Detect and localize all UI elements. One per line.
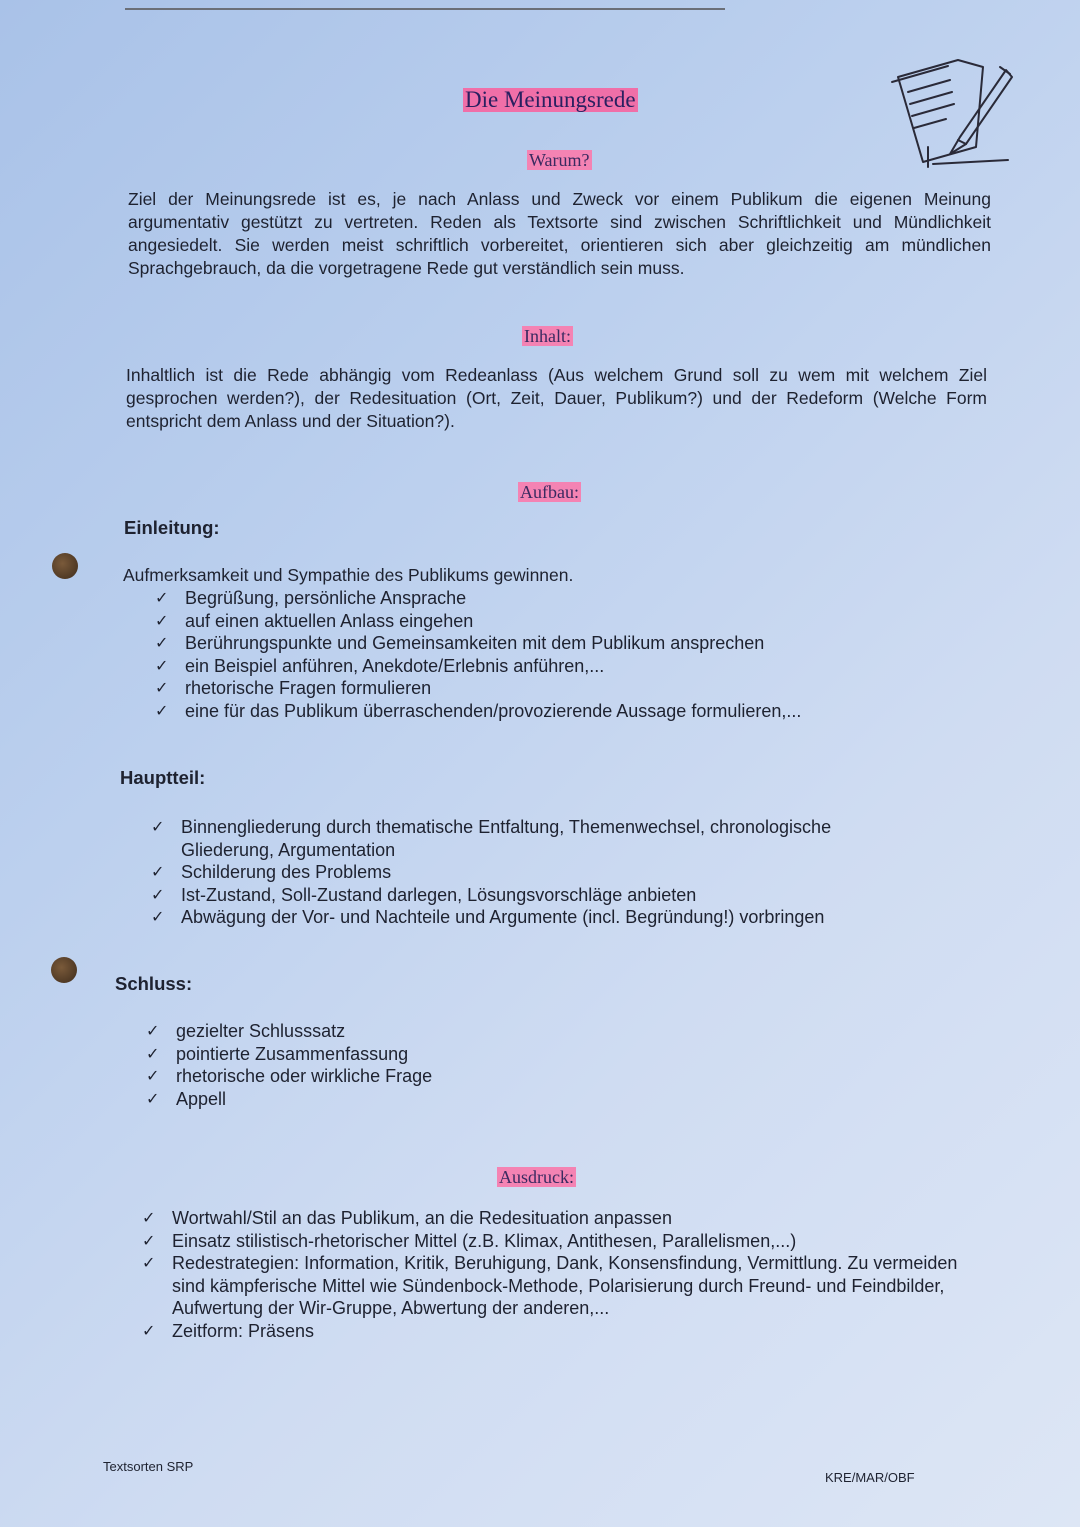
section-heading-aufbau: Aufbau:: [520, 482, 579, 502]
schluss-list: [146, 1020, 646, 1110]
list-item: ✓ ein Beispiel anführen, Anekdote/Erlebnis anführen,...: [155, 655, 915, 678]
list-item: ✓ Ist-Zustand, Soll-Zustand darlegen, Lösungsvorschläge anbieten: [151, 884, 891, 907]
section-heading-inhalt: Inhalt:: [524, 326, 571, 346]
list-item: ✓ Binnengliederung durch thematische Entfaltung, Themenwechsel, chronologische Gliederung, Argumentation: [151, 816, 891, 861]
einleitung-intro: Aufmerksamkeit und Sympathie des Publikums gewinnen.: [123, 565, 574, 585]
list-item: ✓ Schilderung des Problems: [151, 861, 891, 884]
list-item: ✓ Appell: [146, 1088, 646, 1111]
ausdruck-list: [142, 1207, 982, 1342]
list-item: ✓ Abwägung der Vor- und Nachteile und Argumente (incl. Begründung!) vorbringen: [151, 906, 891, 929]
list-item: ✓ rhetorische oder wirkliche Frage: [146, 1065, 646, 1088]
hauptteil-list: [151, 816, 891, 929]
top-border-line: [125, 8, 725, 10]
inhalt-paragraph: Inhaltlich ist die Rede abhängig vom Redeanlass (Aus welchem Grund soll zu wem mit welchem Ziel gesprochen werden?), der Redesituation (Ort, Zeit, Dauer, Publikum?) und der Redeform (Welche Form entspricht dem Anlass und der Situation?).: [126, 365, 987, 431]
list-item: ✓ gezielter Schlusssatz: [146, 1020, 646, 1043]
punch-hole: [51, 957, 77, 983]
punch-hole: [52, 553, 78, 579]
einleitung-list: [155, 587, 915, 722]
footer-left: Textsorten SRP: [103, 1459, 194, 1474]
footer-right: KRE/MAR/OBF: [825, 1470, 915, 1485]
list-item: ✓ Wortwahl/Stil an das Publikum, an die Redesituation anpassen: [142, 1207, 982, 1230]
list-item: ✓ Einsatz stilistisch-rhetorischer Mittel (z.B. Klimax, Antithesen, Parallelismen,...): [142, 1230, 982, 1253]
hauptteil-label: Hauptteil:: [120, 767, 206, 788]
einleitung-label: Einleitung:: [124, 517, 220, 538]
page-title: Die Meinungsrede: [465, 87, 636, 112]
list-item: ✓ Berührungspunkte und Gemeinsamkeiten mit dem Publikum ansprechen: [155, 632, 915, 655]
warum-paragraph: Ziel der Meinungsrede ist es, je nach Anlass und Zweck vor einem Publikum die eigenen Meinung argumentativ gestützt zu vertreten. Reden als Textsorte sind zwischen Schriftlichkeit und Mündlichkeit angesiedelt. Sie werden meist schriftlich vorbereitet, orientieren sich aber gleichzeitig am mündlichen Sprachgebrauch, da die vorgetragene Rede gut verständlich sein muss.: [128, 189, 991, 278]
list-item: ✓ Begrüßung, persönliche Ansprache: [155, 587, 915, 610]
section-heading-ausdruck: Ausdruck:: [499, 1167, 574, 1187]
list-item: ✓ Redestrategien: Information, Kritik, Beruhigung, Dank, Konsensfindung, Vermittlung. Zu vermeiden sind kämpferische Mittel wie Sündenbock-Methode, Polarisierung durch Freund- und Feindbilder, Aufwertung der Wir-Gruppe, Abwertung der anderen,...: [142, 1252, 982, 1320]
list-item: ✓ auf einen aktuellen Anlass eingehen: [155, 610, 915, 633]
section-heading-warum: Warum?: [529, 150, 590, 170]
list-item: ✓ eine für das Publikum überraschenden/provozierende Aussage formulieren,...: [155, 700, 915, 723]
list-item: ✓ pointierte Zusammenfassung: [146, 1043, 646, 1066]
list-item: ✓ rhetorische Fragen formulieren: [155, 677, 915, 700]
schluss-label: Schluss:: [115, 973, 193, 994]
paper-and-pencil-icon: [888, 52, 1013, 172]
list-item: ✓ Zeitform: Präsens: [142, 1320, 982, 1343]
